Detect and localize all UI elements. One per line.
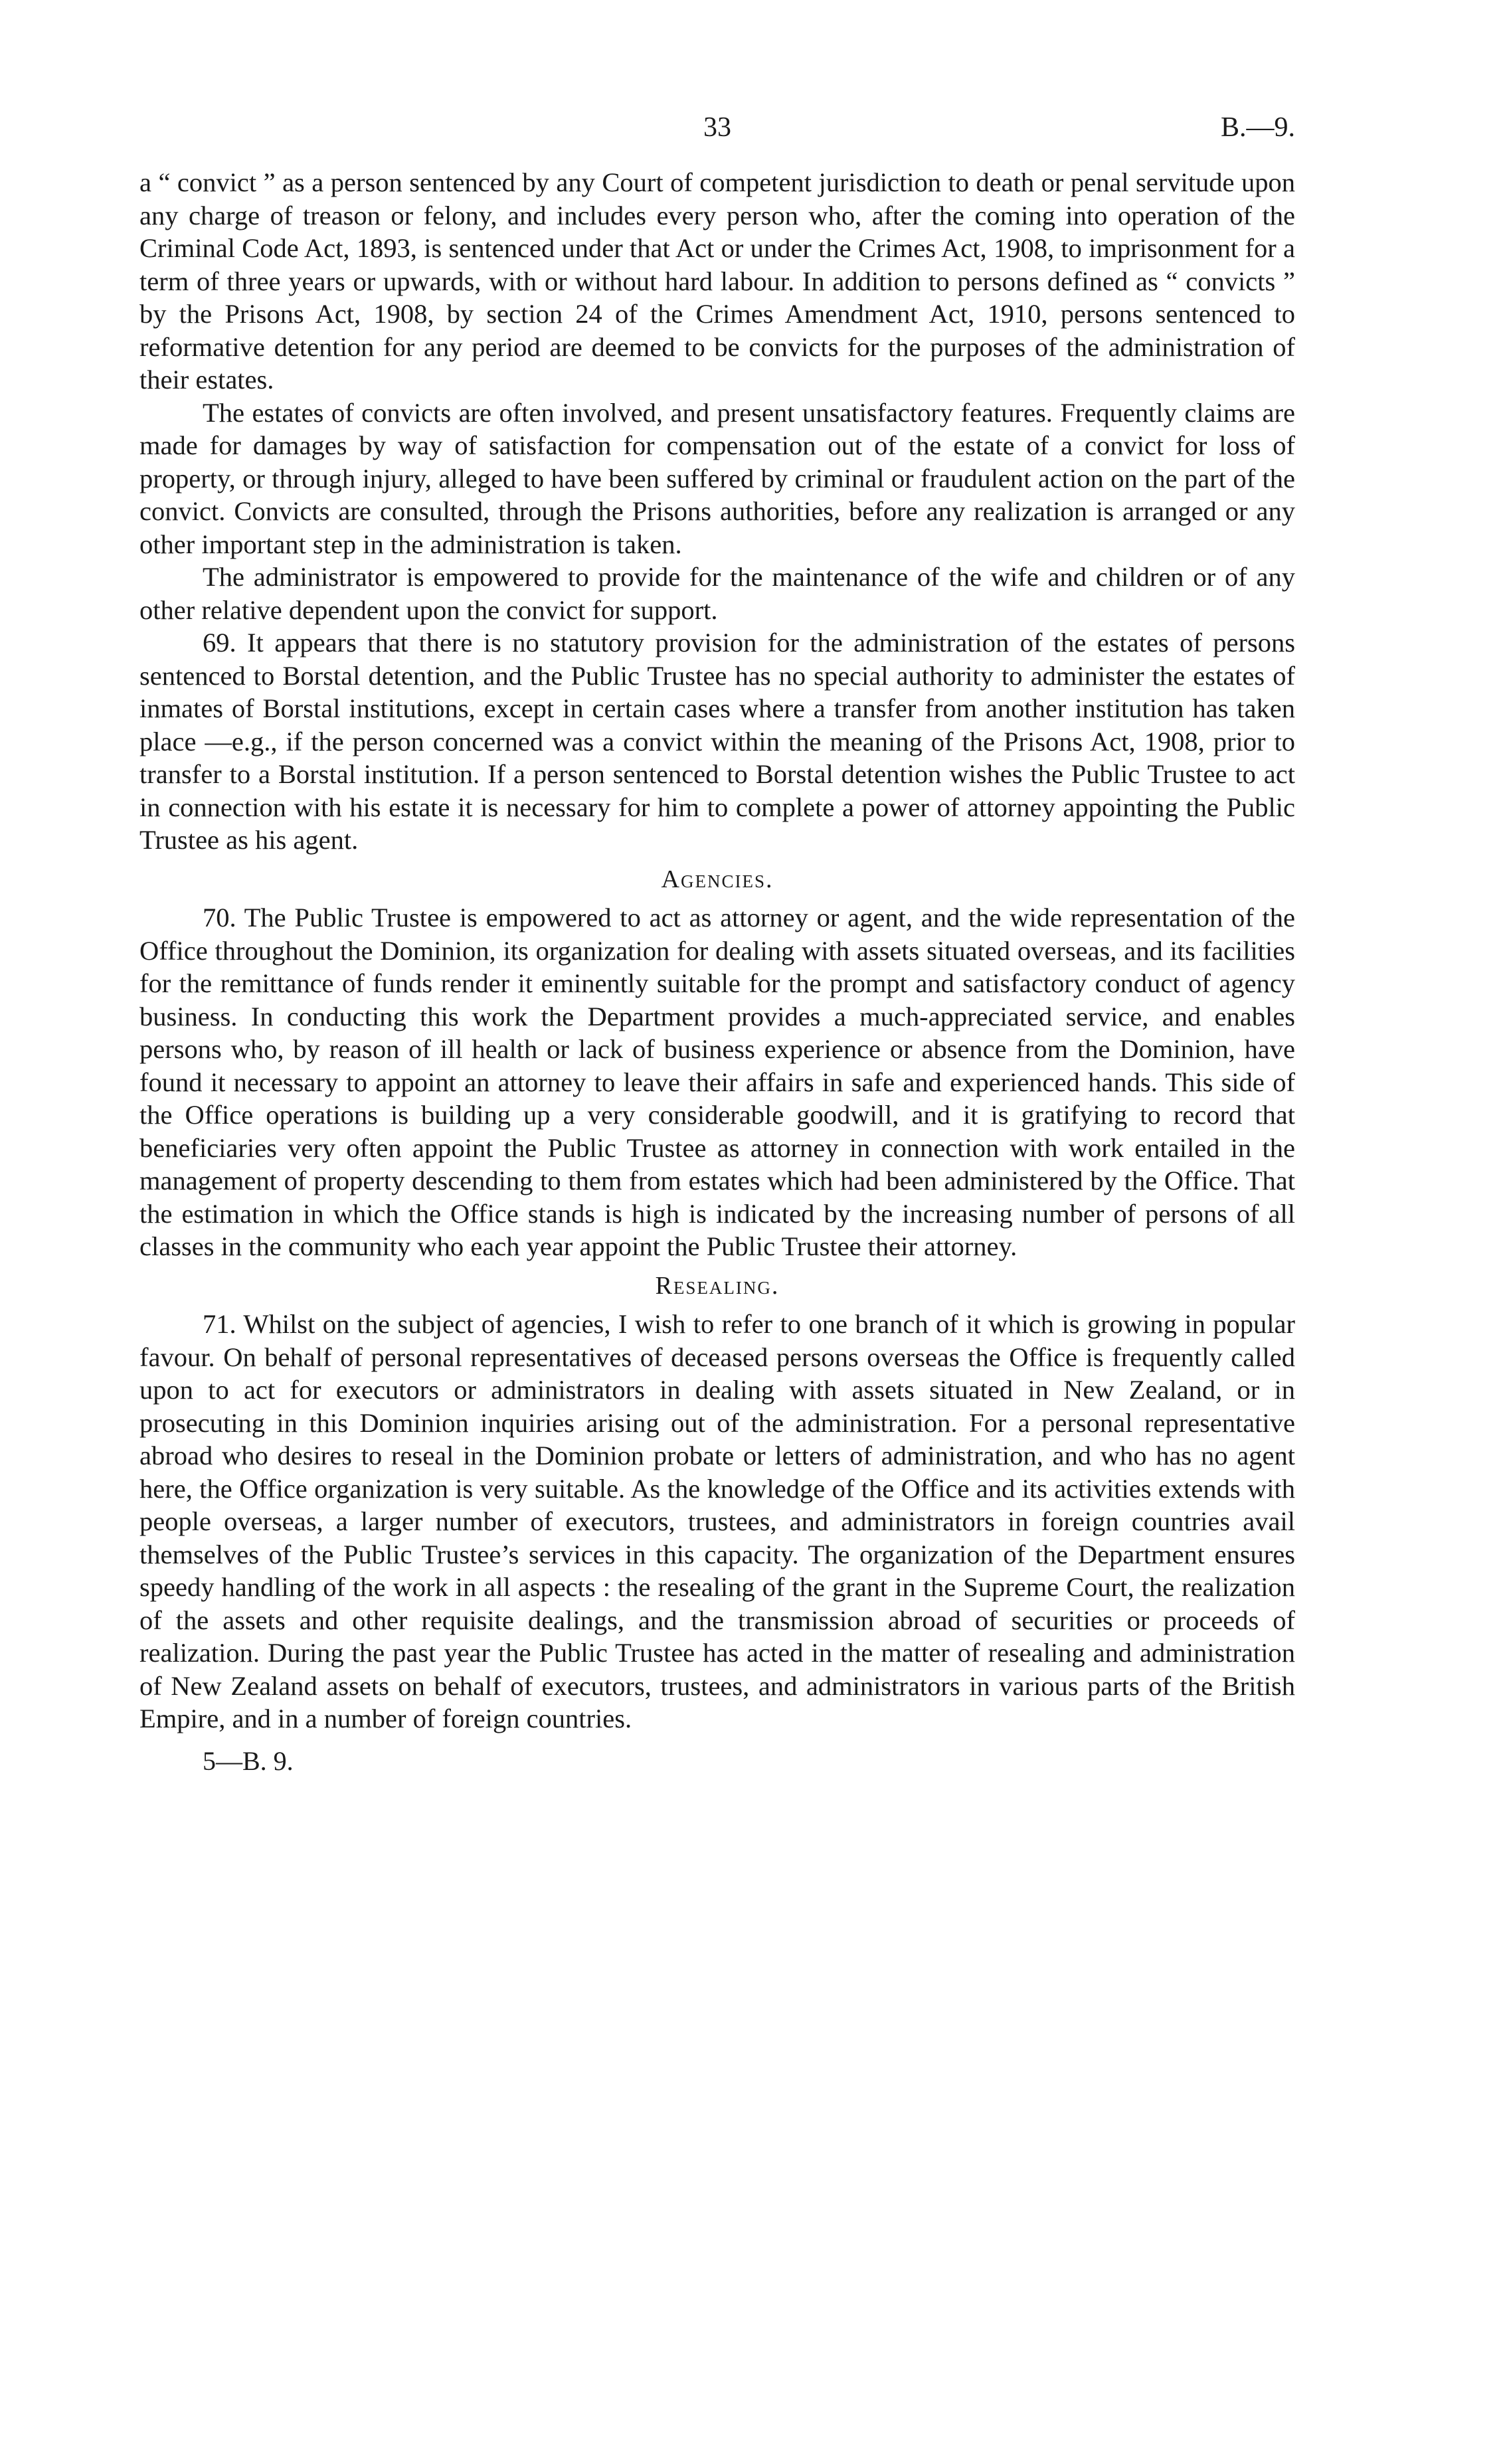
- paragraph-convict-estates: The estates of convicts are often involved, and present unsatisfactory features. Frequently claims are made for damages by way of satisfaction for compensation out of the estate of a convict for loss of property, or through injury, alleged to have been suffered by criminal or fraudulent action on the part of the convict. Convicts are consulted, through the Prisons authorities, before any realization is arranged or any other important step in the administration is taken.: [139, 397, 1295, 559]
- page-header: [139, 100, 1295, 166]
- paragraph-maintenance: The administrator is empowered to provide for the maintenance of the wife and children or of any other relative dependent upon the convict for support.: [139, 562, 1295, 625]
- signature-reference: 5—B. 9.: [203, 1745, 294, 1776]
- paragraph-69-borstal: 69. It appears that there is no statutory provision for the administration of the estates of persons sentenced to Borstal detention, and the Public Trustee has no special authority to administer the estates of inmates of Borstal institutions, except in certain cases where a transfer from another institution has taken place —e.g., if the person concerned was a convict within the meaning of the Prisons Act, 1908, prior to transfer to a Borstal institution. If a person sentenced to Borstal detention wishes the Public Trustee to act in connection with his estate it is necessary for him to complete a power of attorney appointing the Public Trustee as his agent.: [139, 628, 1295, 855]
- document-page: [139, 100, 1295, 1777]
- section-heading-agencies: Agencies.: [661, 865, 774, 893]
- paragraph-70-agencies: 70. The Public Trustee is empowered to act as attorney or agent, and the wide representation of the Office throughout the Dominion, its organization for dealing with assets situated overseas, and its facilities for the remittance of funds render it eminently suitable for the prompt and satisfactory conduct of agency business. In conducting this work the Department provides a much-appreciated service, and enables persons who, by reason of ill health or lack of business experience or absence from the Dominion, have found it necessary to appoint an attorney to leave their affairs in safe and experienced hands. This side of the Office operations is building up a very considerable goodwill, and it is gratifying to record that beneficiaries very often appoint the Public Trustee as attorney in connection with work entailed in the management of property descending to them from estates which had been administered by the Office. That the estimation in which the Office stands is high is indicated by the increasing number of persons of all classes in the community who each year appoint the Public Trustee their attorney.: [139, 903, 1295, 1261]
- paragraph-convict-definition: a “ convict ” as a person sentenced by any Court of competent jurisdiction to death or penal servitude upon any charge of treason or felony, and includes every person who, after the coming into operation of the Criminal Code Act, 1893, is sentenced under that Act or under the Crimes Act, 1908, to imprisonment for a term of three years or upwards, with or without hard labour. In addition to persons defined as “ convicts ” by the Prisons Act, 1908, by section 24 of the Crimes Amendment Act, 1910, persons sentenced to reformative detention for any period are deemed to be convicts for the purposes of the administration of their estates.: [139, 167, 1295, 395]
- paragraph-71-resealing: 71. Whilst on the subject of agencies, I wish to refer to one branch of it which is growing in popular favour. On behalf of personal representatives of deceased persons overseas the Office is frequently called upon to act for executors or administrators in dealing with assets situated in New Zealand, or in prosecuting in this Dominion inquiries arising out of the administration. For a personal representative abroad who desires to reseal in the Dominion probate or letters of administration, and who has no agent here, the Office organization is very suitable. As the knowledge of the Office and its activities extends with people overseas, a larger number of executors, trustees, and administrators in foreign countries avail themselves of the Public Trustee’s services in this capacity. The organization of the Department ensures speedy handling of the work in all aspects : the resealing of the grant in the Supreme Court, the realization of the assets and other requisite dealings, and the transmission abroad of securities or proceeds of realization. During the past year the Public Trustee has acted in the matter of resealing and administration of New Zealand assets on behalf of executors, trustees, and administrators in various parts of the British Empire, and in a number of foreign countries.: [139, 1309, 1295, 1733]
- page-number: 33: [703, 112, 731, 143]
- report-reference: B.—9.: [1220, 112, 1295, 143]
- section-heading-resealing: Resealing.: [655, 1271, 780, 1300]
